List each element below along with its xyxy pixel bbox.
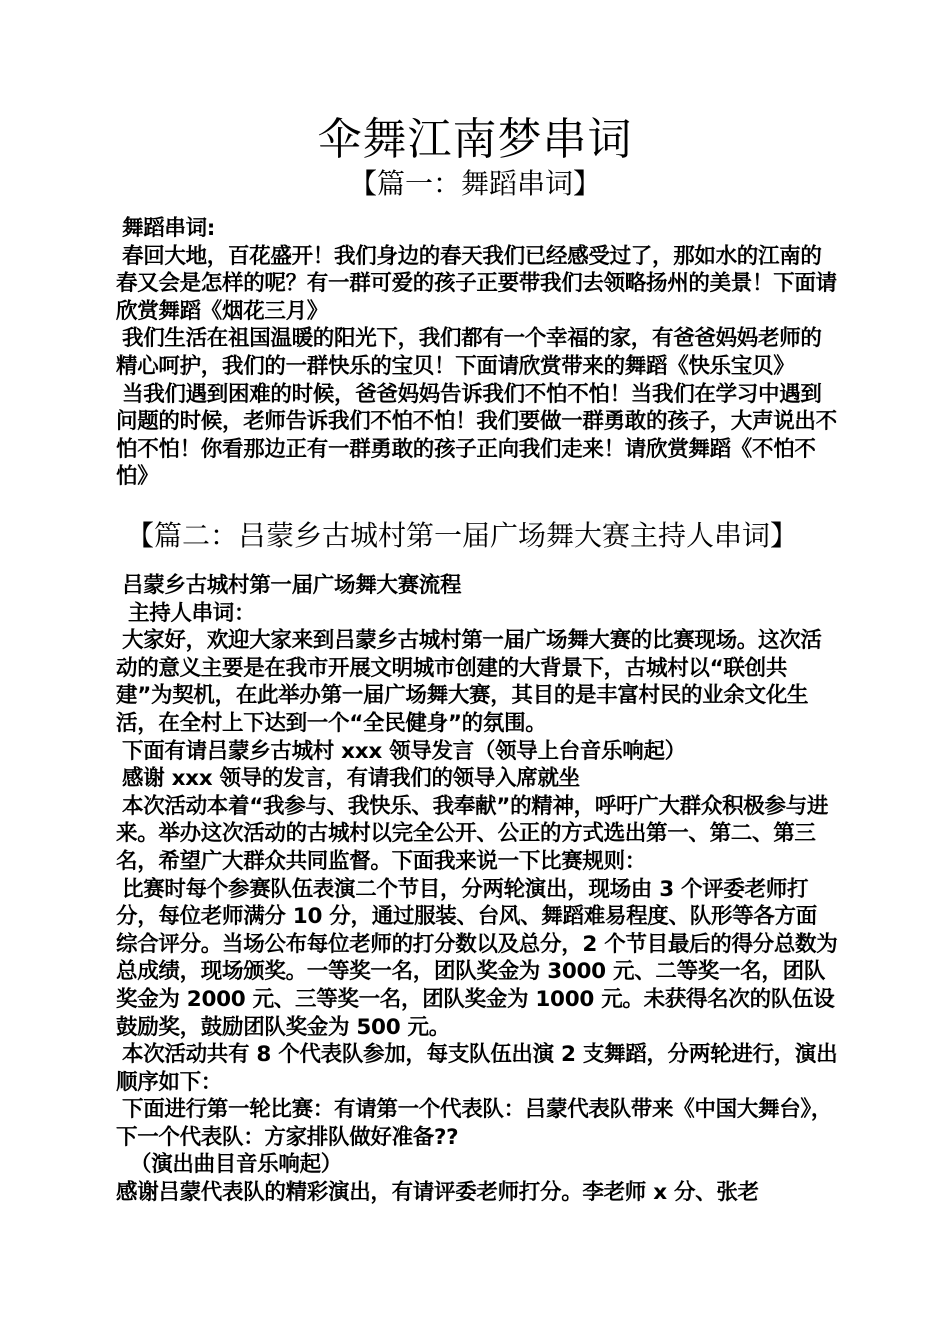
paragraph: 下面有请吕蒙乡古城村 xxx 领导发言（领导上台音乐响起）: [122, 738, 686, 764]
section-heading-1: 【篇一：舞蹈串词】: [348, 167, 601, 200]
paragraph: 大家好，欢迎大家来到吕蒙乡古城村第一届广场舞大赛的比赛现场。这次活动的意义主要是在我市开展文明城市创建的大背景下，古城村以“联创共建”为契机，在此举办第一届广场舞大赛，其目的是丰富村民的业余文化生活，在全村上下达到一个“全民健身”的氛围。: [116, 628, 822, 736]
paragraph: 感谢 xxx 领导的发言，有请我们的领导入席就坐: [122, 766, 580, 792]
section-1-body: [116, 215, 838, 491]
paragraph: 感谢吕蒙代表队的精彩演出，有请评委老师打分。李老师 x 分、张老: [116, 1180, 759, 1206]
section-heading-2: 【篇二：吕蒙乡古城村第一届广场舞大赛主持人串词】: [126, 519, 799, 552]
section-2-body: [116, 572, 838, 1207]
paragraph: （演出曲目音乐响起）: [130, 1152, 343, 1178]
paragraph: 主持人串词：: [128, 600, 256, 626]
paragraph: 比赛时每个参赛队伍表演二个节目，分两轮演出，现场由 3 个评委老师打分，每位老师满分 10 分，通过服装、台风、舞蹈难易程度、队形等各方面综合评分。当场公布每位老师的打分数以及总分，2 个节目最后的得分总数为总成绩，现场颁奖。一等奖一名，团队奖金为 3000 元、二等奖一名，团队奖金为 2000 元、三等奖一名，团队奖金为 1000 元。未获得名次的队伍设鼓励奖，鼓励团队奖金为 500 元。: [116, 876, 838, 1040]
paragraph: 吕蒙乡古城村第一届广场舞大赛流程: [122, 573, 462, 598]
document-title: 伞舞江南梦串词: [317, 114, 633, 165]
paragraph: 春回大地，百花盛开！我们身边的春天我们已经感受过了，那如水的江南的春又会是怎样的呢？有一群可爱的孩子正要带我们去领略扬州的美景！下面请欣赏舞蹈《烟花三月》: [116, 243, 837, 324]
paragraph: 本次活动共有 8 个代表队参加，每支队伍出演 2 支舞蹈，分两轮进行，演出顺序如下：: [116, 1042, 838, 1095]
paragraph: 下面进行第一轮比赛：有请第一个代表队：吕蒙代表队带来《中国大舞台》，下一个代表队：方家排队做好准备??: [116, 1097, 833, 1150]
paragraph: 当我们遇到困难的时候，爸爸妈妈告诉我们不怕不怕！当我们在学习中遇到问题的时候，老师告诉我们不怕不怕！我们要做一群勇敢的孩子，大声说出不怕不怕！你看那边正有一群勇敢的孩子正向我们走来！请欣赏舞蹈《不怕不怕》: [116, 381, 837, 490]
paragraph: 舞蹈串词:: [122, 216, 216, 241]
paragraph: 本次活动本着“我参与、我快乐、我奉献”的精神，呼吁广大群众积极参与进来。举办这次活动的古城村以完全公开、公正的方式选出第一、第二、第三名，希望广大群众共同监督。下面我来说一下比赛规则：: [116, 793, 829, 874]
paragraph: 我们生活在祖国温暖的阳光下，我们都有一个幸福的家，有爸爸妈妈老师的精心呵护，我们的一群快乐的宝贝！下面请欣赏带来的舞蹈《快乐宝贝》: [116, 326, 822, 379]
